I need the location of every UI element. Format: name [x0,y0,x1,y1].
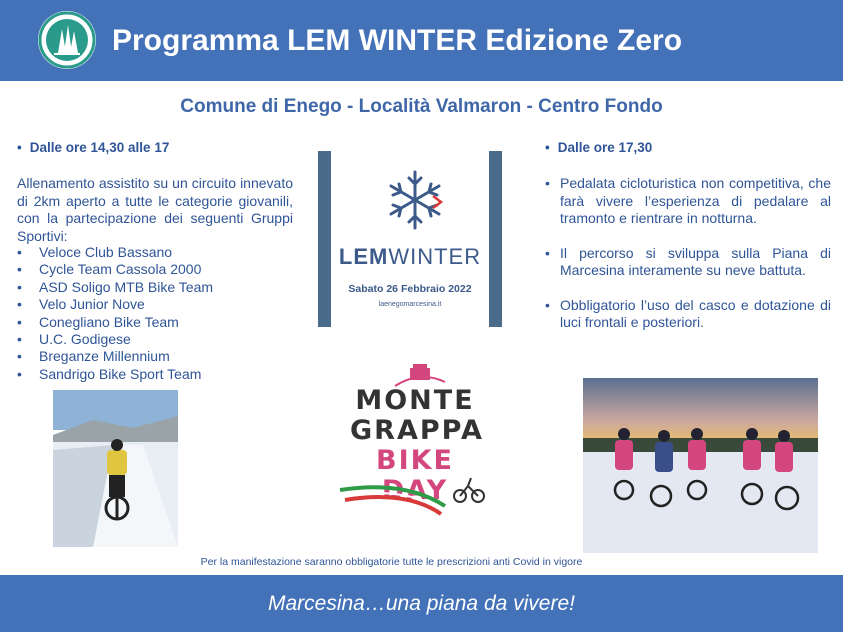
forest-trees-logo-icon [38,11,96,69]
right-schedule-heading [545,140,652,155]
header-bar [0,0,843,81]
footer-bar [0,575,843,632]
list-item: • Il percorso si sviluppa sulla Piana di Marcesina interamente su neve battuta. [545,245,831,280]
list-item: • Sandrigo Bike Sport Team [17,366,213,383]
snowflake-icon [380,165,450,235]
event-website: laenegomarcesina.it [378,301,442,308]
lem-winter-poster [318,151,502,327]
cyclist-snow-photo [53,390,178,547]
list-item: • Obbligatorio l’uso del casco e dotazione di luci frontali e posteriori. [545,297,831,332]
page-title: Programma LEM WINTER Edizione Zero [112,24,683,57]
wordmark-bold: LEM [338,244,389,269]
group-sunset-photo [583,378,818,553]
logo-line-grappa: GRAPPA [350,415,484,446]
bullet-icon: • [545,140,550,155]
covid-notice: Per la manifestazione saranno obbligatorie tutte le prescrizioni anti Covid in vigore [200,556,583,568]
location-subtitle: Comune di Enego - Località Valmaron - Centro Fondo [180,96,663,117]
left-schedule-heading [17,140,169,155]
wordmark-light: WINTER [388,244,482,269]
list-item: • ASD Soligo MTB Bike Team [17,279,213,296]
club-list [17,244,213,383]
footer-slogan: Marcesina…una piana da vivere! [267,592,575,615]
right-heading-text: Dalle ore 17,30 [557,140,653,155]
poster-card [331,151,489,327]
logo-line-bike-day: BIKE DAY [376,445,454,506]
bullet-icon: • [17,140,22,155]
left-intro-paragraph: Allenamento assistito su un circuito innevato di 2km aperto a tutte le categorie giovanili, con la partecipazione dei seguenti Gruppi Sportivi: [17,175,293,244]
list-item: • U.C. Godigese [17,331,213,348]
list-item: • Veloce Club Bassano [17,244,213,261]
logo-line-monte: MONTE [355,385,475,416]
list-item: • Cycle Team Cassola 2000 [17,261,213,278]
tricolor-swoosh-icon [335,476,485,516]
monte-grappa-bike-day-logo [335,360,485,520]
list-item: • Velo Junior Nove [17,296,213,313]
list-item: • Conegliano Bike Team [17,314,213,331]
list-item: • Pedalata cicloturistica non competitiva, che farà vivere l’esperienza di pedalare al tramonto e rientrare in notturna. [545,175,831,228]
list-item: • Breganze Millennium [17,348,213,365]
right-info-list [545,175,831,349]
left-heading-text: Dalle ore 14,30 alle 17 [29,140,170,155]
event-date: Sabato 26 Febbraio 2022 [348,283,472,295]
lem-winter-wordmark [331,244,489,270]
